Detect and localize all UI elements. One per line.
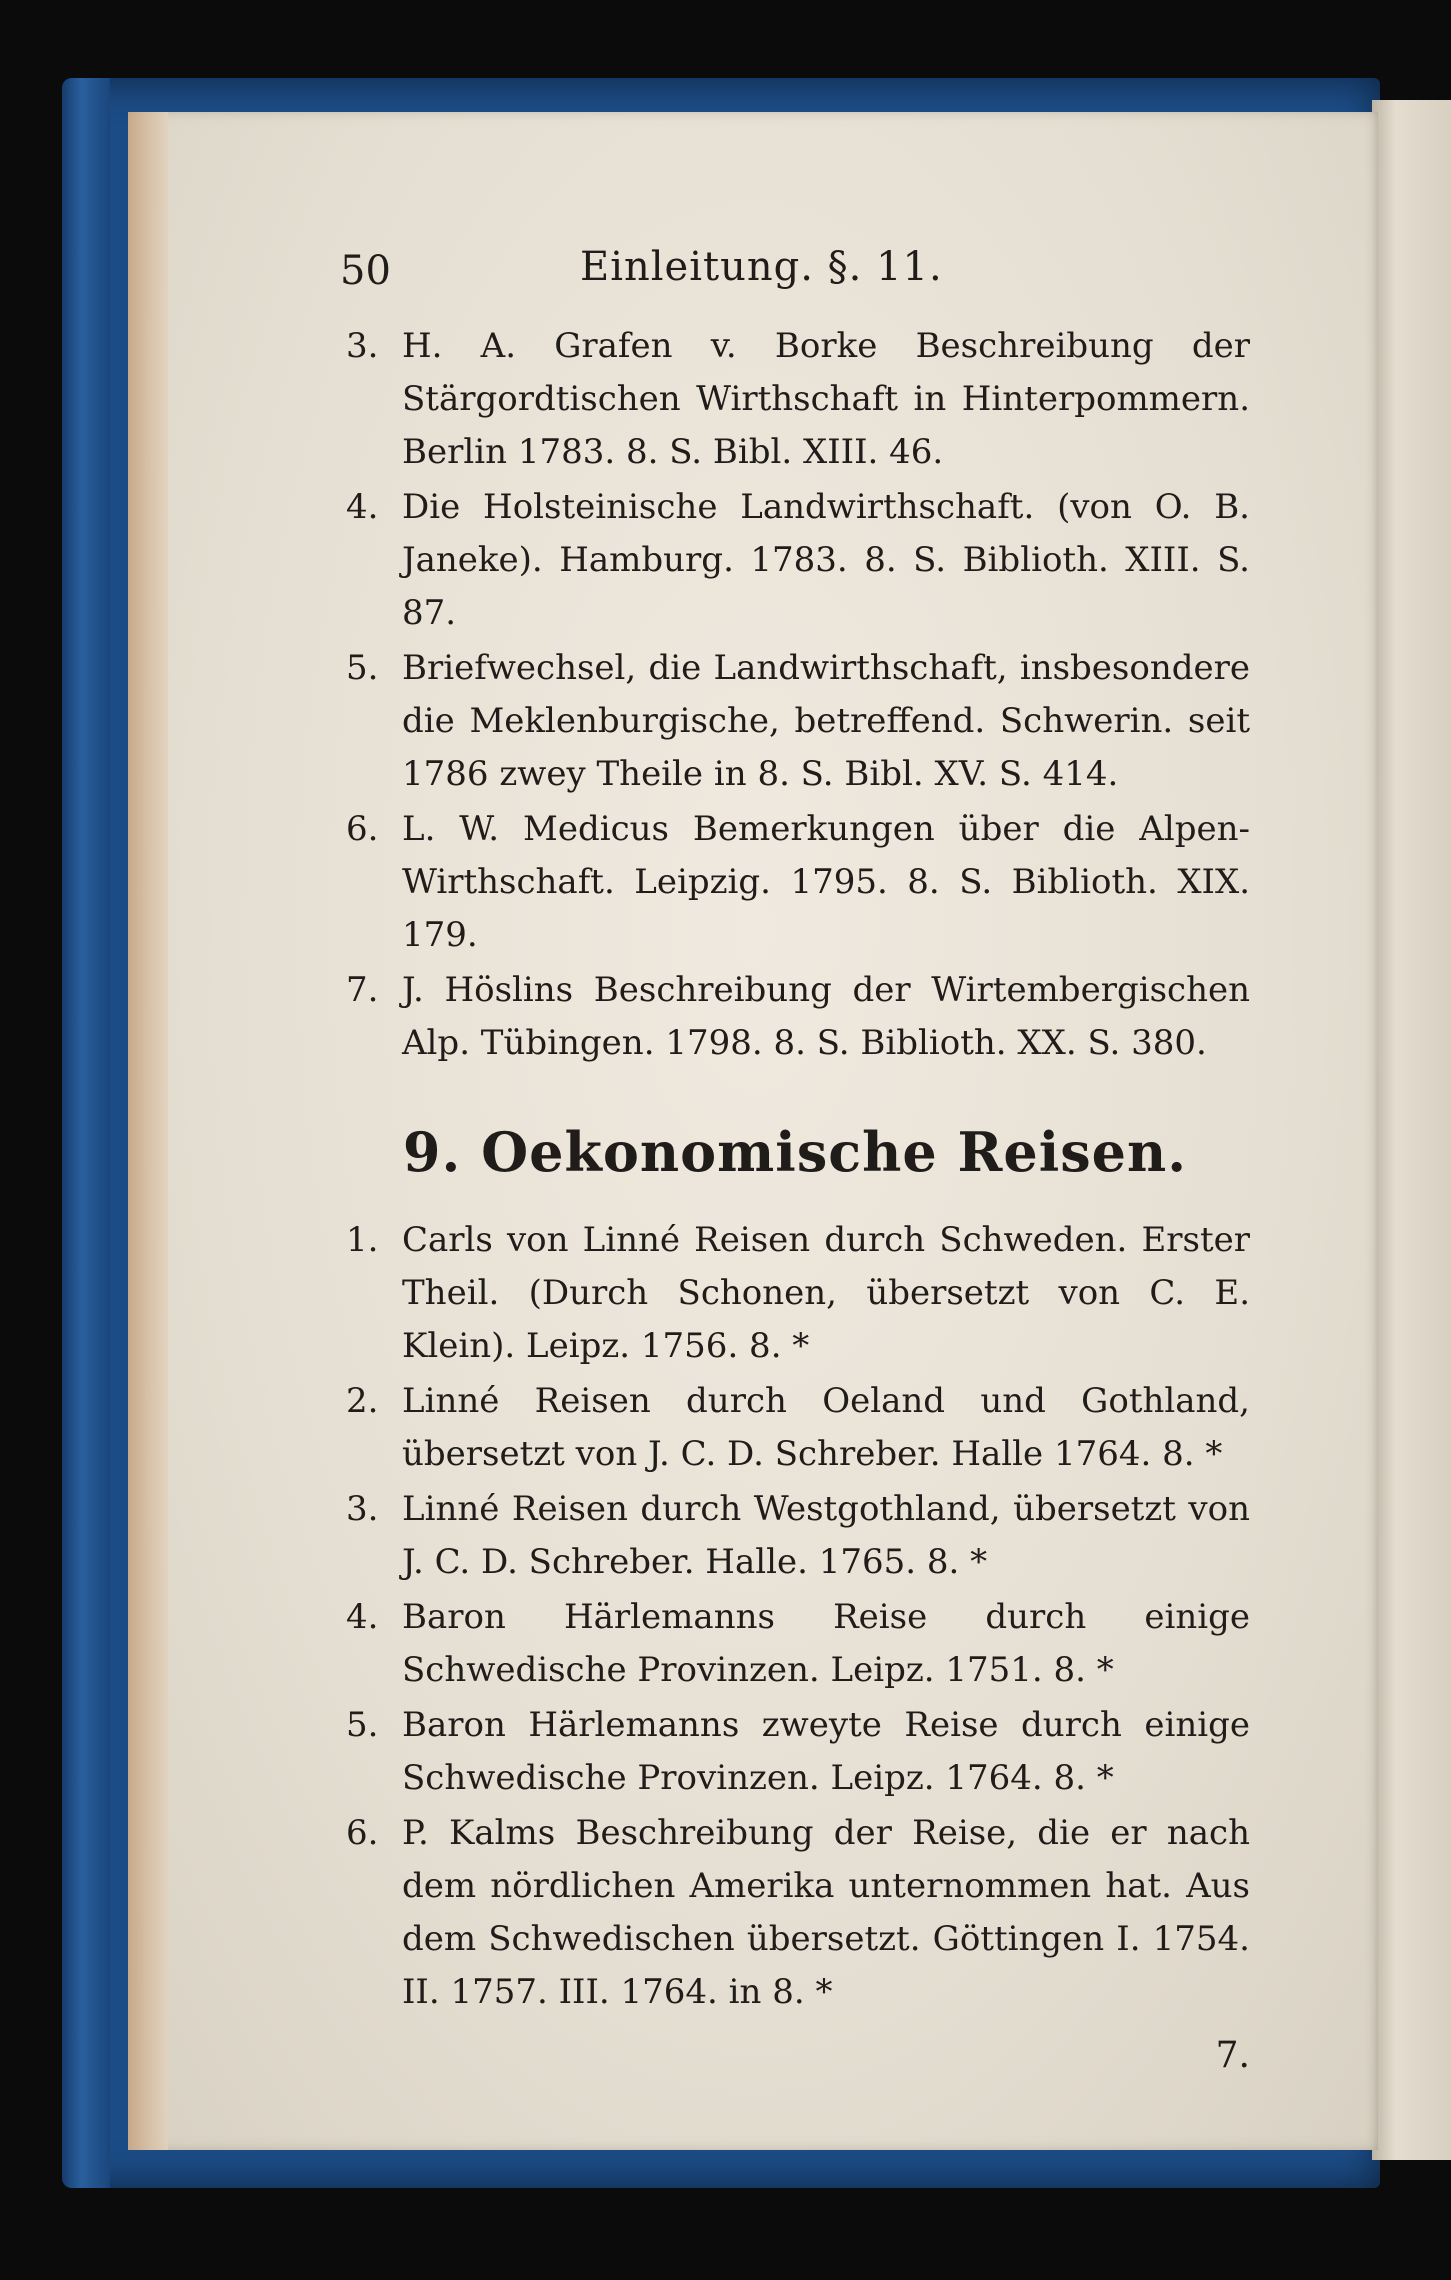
page-header <box>340 240 1250 302</box>
list-item <box>340 320 1250 479</box>
list-item <box>340 642 1250 801</box>
page-content <box>340 240 1250 2076</box>
item-number: 1. <box>346 1220 379 1260</box>
adjacent-page-edge <box>1372 100 1451 2160</box>
running-head: Einleitung. §. 11. <box>580 244 943 290</box>
list-item <box>340 1807 1250 2019</box>
list-item <box>340 481 1250 640</box>
list-item <box>340 1483 1250 1589</box>
item-text: Linné Reisen durch Oeland und Gothland, übersetzt von J. C. D. Schreber. Halle 1764. 8. * <box>402 1381 1250 1474</box>
entries-bottom <box>340 1214 1250 2019</box>
item-text: Briefwechsel, die Landwirthschaft, insbesondere die Meklenburgische, betreffend. Schwerin. seit 1786 zwey Theile in 8. S. Bibl. XV. S. 414. <box>402 648 1250 794</box>
item-number: 3. <box>346 1489 379 1529</box>
item-text: Die Holsteinische Landwirthschaft. (von O. B. Janeke). Hamburg. 1783. 8. S. Biblioth. XIII. S. 87. <box>402 487 1250 633</box>
item-text: Linné Reisen durch Westgothland, übersetzt von J. C. D. Schreber. Halle. 1765. 8. * <box>402 1489 1250 1582</box>
page-gutter <box>128 112 168 2150</box>
item-text: Baron Härlemanns zweyte Reise durch einige Schwedische Provinzen. Leipz. 1764. 8. * <box>402 1705 1250 1798</box>
list-item <box>340 964 1250 1070</box>
list-item <box>340 1699 1250 1805</box>
item-number: 3. <box>346 326 379 366</box>
item-text: Baron Härlemanns Reise durch einige Schwedische Provinzen. Leipz. 1751. 8. * <box>402 1597 1250 1690</box>
item-number: 7. <box>346 970 379 1010</box>
item-text: Carls von Linné Reisen durch Schweden. Erster Theil. (Durch Schonen, übersetzt von C. E. Klein). Leipz. 1756. 8. * <box>402 1220 1250 1366</box>
item-text: H. A. Grafen v. Borke Beschreibung der Stärgordtischen Wirthschaft in Hinterpommern. Berlin 1783. 8. S. Bibl. XIII. 46. <box>402 326 1250 472</box>
page-number: 50 <box>340 248 391 294</box>
entries-top <box>340 320 1250 1070</box>
item-number: 6. <box>346 1813 379 1853</box>
item-text: L. W. Medicus Bemerkungen über die Alpen-Wirthschaft. Leipzig. 1795. 8. S. Biblioth. XIX. 179. <box>402 809 1250 955</box>
item-number: 6. <box>346 809 379 849</box>
section-heading: 9. Oekonomische Reisen. <box>402 1120 1188 1184</box>
list-item <box>340 1214 1250 1373</box>
item-number: 2. <box>346 1381 379 1421</box>
item-number: 4. <box>346 1597 379 1637</box>
item-text: J. Höslins Beschreibung der Wirtembergischen Alp. Tübingen. 1798. 8. S. Biblioth. XX. S. 380. <box>402 970 1250 1063</box>
list-item <box>340 1375 1250 1481</box>
list-item <box>340 803 1250 962</box>
item-number: 4. <box>346 487 379 527</box>
list-item <box>340 1591 1250 1697</box>
item-number: 5. <box>346 1705 379 1745</box>
item-number: 5. <box>346 648 379 688</box>
item-text: P. Kalms Beschreibung der Reise, die er nach dem nördlichen Amerika unternommen hat. Aus dem Schwedischen übersetzt. Göttingen I. 1754. II. 1757. III. 1764. in 8. * <box>402 1813 1250 2012</box>
catchword: 7. <box>1215 2035 1250 2076</box>
